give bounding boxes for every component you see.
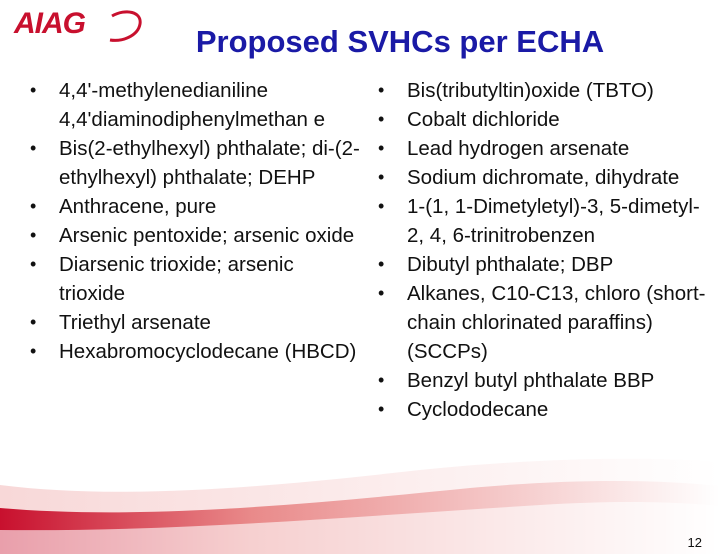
list-item: [378, 105, 710, 134]
page-number: 12: [687, 535, 702, 550]
list-item-text: 4,4'-methylenedianiline 4,4'diaminodiphenylmethan e: [59, 79, 326, 131]
list-item-text: Dibutyl phthalate; DBP: [407, 253, 614, 276]
bullet-icon: •: [378, 167, 385, 187]
bullet-icon: •: [378, 283, 385, 303]
list-item-text: Bis(tributyltin)oxide (TBTO): [407, 79, 654, 102]
list-item-text: Bis(2-ethylhexyl) phthalate; di-(2-ethylhexyl) phthalate; DEHP: [59, 137, 360, 189]
list-item-text: Cobalt dichloride: [407, 108, 560, 131]
bullet-icon: •: [30, 341, 37, 361]
list-item: [30, 134, 360, 192]
bullet-icon: •: [378, 80, 385, 100]
list-item-text: Alkanes, C10-C13, chloro (short-chain chlorinated paraffins) (SCCPs): [407, 282, 706, 363]
list-item-text: Triethyl arsenate: [59, 311, 211, 334]
list-item: [30, 221, 360, 250]
bullet-icon: •: [378, 399, 385, 419]
bullet-icon: •: [378, 254, 385, 274]
list-item: [378, 395, 710, 424]
bullet-icon: •: [378, 138, 385, 158]
list-item-text: Sodium dichromate, dihydrate: [407, 166, 680, 189]
bullet-icon: •: [30, 138, 37, 158]
list-item-text: Lead hydrogen arsenate: [407, 137, 630, 160]
bullet-icon: •: [378, 109, 385, 129]
list-item: [378, 192, 710, 250]
page-title: Proposed SVHCs per ECHA: [195, 24, 605, 59]
list-item: [378, 250, 710, 279]
list-item-text: Cyclododecane: [407, 398, 549, 421]
list-item: [378, 134, 710, 163]
list-item: [30, 192, 360, 221]
bullet-icon: •: [378, 370, 385, 390]
list-item: [30, 250, 360, 308]
list-item-text: Arsenic pentoxide; arsenic oxide: [59, 224, 355, 247]
bullet-icon: •: [30, 80, 37, 100]
bullet-icon: •: [30, 254, 37, 274]
list-item: [30, 76, 360, 134]
list-item-text: Benzyl butyl phthalate BBP: [407, 369, 655, 392]
list-item: [378, 163, 710, 192]
bullet-icon: •: [30, 225, 37, 245]
left-substance-list: [30, 76, 360, 366]
list-item: [378, 279, 710, 366]
list-item-text: Diarsenic trioxide; arsenic trioxide: [59, 253, 294, 305]
list-item-text: Anthracene, pure: [59, 195, 217, 218]
logo-text: AIAG: [14, 7, 85, 40]
right-substance-list: [378, 76, 710, 424]
list-item: [30, 308, 360, 337]
bullet-icon: •: [30, 312, 37, 332]
bullet-icon: •: [378, 196, 385, 216]
bullet-icon: •: [30, 196, 37, 216]
list-item: [30, 337, 360, 366]
list-item-text: 1-(1, 1-Dimetyletyl)-3, 5-dimetyl-2, 4, 6-trinitrobenzen: [407, 195, 700, 247]
list-item: [378, 76, 710, 105]
list-item: [378, 366, 710, 395]
list-item-text: Hexabromocyclodecane (HBCD): [59, 340, 357, 363]
